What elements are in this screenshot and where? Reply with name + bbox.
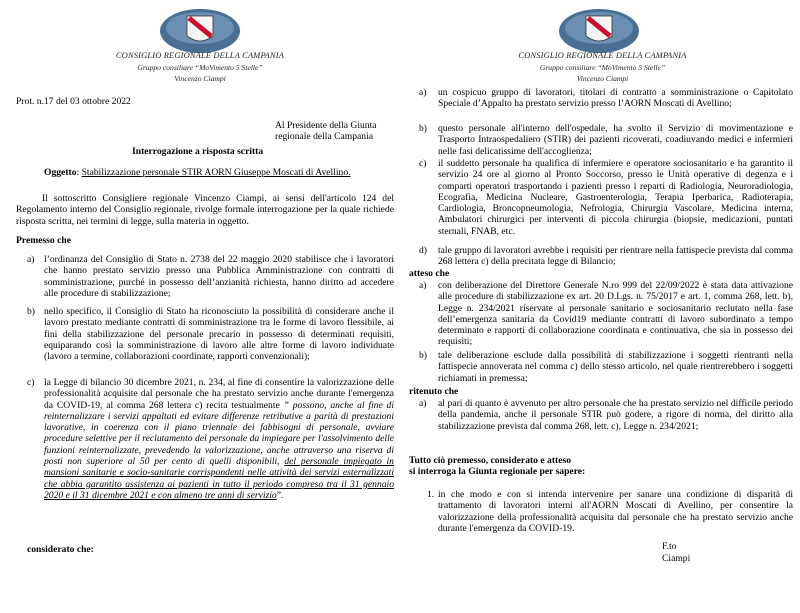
closing-line2: si interroga la Giunta regionale per sapere: bbox=[409, 466, 586, 477]
premesso-heading: Premesso che bbox=[16, 235, 71, 246]
protocol-number: Prot. n.17 del 03 ottobre 2022 bbox=[16, 96, 131, 107]
atteso-b-marker: b) bbox=[419, 350, 427, 361]
item-b-marker: b) bbox=[419, 123, 427, 134]
council-name: CONSIGLIO REGIONALE DELLA CAMPANIA bbox=[115, 51, 285, 60]
item-c-quote-underlined: del personale impiegato in mansioni sanitarie e socio-sanitarie corrispondenti nelle attività dei servizi esternalizzati che abbia garantito assistenza ai pazienti in tutto il periodo compreso tra il 31 gennaio 2020 e il 31 dicembre 2021 e con almeno tre anni di servizio bbox=[44, 456, 394, 501]
considerato-item-d: tale gruppo di lavoratori avrebbe i requisiti per rientrare nella fattispecie prevista dal comma 268 lettera c) della precitata legge di Bilancio; bbox=[438, 245, 793, 268]
signature-name: Ciampi bbox=[662, 553, 691, 564]
item-c-marker: c) bbox=[419, 158, 427, 169]
group-name: Gruppo consiliare “MoVimento 5 Stelle” bbox=[137, 63, 263, 72]
item-c-quote: ” possono, anche al fine di reinternalizzare i servizi appaltati ed evitare differenze retributive a parità di prestazioni lavorative, in coerenza con il piano triennale dei fabbisogni di personale, avviare procedure selettive per il reclutamento del personale da impiegare per l'assolvimento delle funzioni reinternalizzate, prevedendo la valorizzazione, anche attraverso una riserva di posti non superiore al 50 per cento di quelli disponibili, bbox=[44, 399, 394, 468]
item-c-quote-end: ”. bbox=[276, 489, 284, 501]
ritenuto-heading: ritenuto che bbox=[409, 386, 459, 397]
right-page bbox=[405, 0, 800, 613]
item-c-marker: c) bbox=[27, 377, 35, 388]
council-logo-icon bbox=[159, 6, 241, 56]
document-type: Interrogazione a risposta scritta bbox=[132, 146, 264, 157]
premesso-item-c bbox=[44, 377, 394, 501]
item-a-marker: a) bbox=[27, 254, 35, 265]
question-1-marker: 1. bbox=[427, 489, 435, 500]
atteso-a-marker: a) bbox=[419, 280, 427, 291]
intro-paragraph: Il sottoscritto Consigliere regionale Vincenzo Ciampi, ai sensi dell'articolo 124 del Regolamento interno del Consiglio regionale, rivolge formale interrogazione per la quale richiede risposta scritta, nei termini di legge, sulla materia in oggetto. bbox=[16, 193, 394, 227]
item-a-marker: a) bbox=[419, 87, 427, 98]
item-c-text: la Legge di bilancio 30 dicembre 2021, n. 234, al fine di consentire la valorizzazione delle professionalità acquisite dal personale che ha prestato servizio anche durante l'emergenza da COVID-19, al comma 268 lettera c) recita testualmente bbox=[44, 377, 394, 411]
atteso-item-b: tale deliberazione esclude dalla possibilità di stabilizzazione i soggetti rientranti nella fattispecie annoverata nel comma c) dello stesso articolo, nel quale rientrerebbero i soggetti richiamati in premessa; bbox=[438, 350, 793, 384]
subject-line: Oggetto: Stabilizzazione personale STIR AORN Giuseppe Moscati di Avellino. bbox=[44, 167, 351, 178]
subject-label: Oggetto bbox=[44, 167, 77, 178]
item-b-marker: b) bbox=[27, 306, 35, 317]
considerato-item-a: un cospicuo gruppo di lavoratori, titolari di contratto a somministrazione o Capitolato Speciale d’Appalto ha prestato servizio presso l’AORN Moscati di Avellino; bbox=[438, 87, 793, 110]
premesso-item-b: nello specifico, il Consiglio di Stato ha riconosciuto la possibilità di considerare anche il lavoro prestato mediante contratti di somministrazione tra le forme di lavoro flessibile, ai fini della stabilizzazione del personale precario in possesso di determinati requisiti, equiparando così la somministrazione di lavoro alle altre forme di lavoro individuate (lavoro a termine, collaborazioni coordinate, rapporti convenzionali); bbox=[44, 306, 394, 363]
council-logo-icon bbox=[558, 6, 640, 56]
recipient-line1: Al Presidente della Giunta bbox=[275, 120, 377, 131]
signature-prefix: F.to bbox=[662, 541, 677, 552]
considerato-item-c: il suddetto personale ha qualifica di infermiere e operatore sociosanitario e ha garantito il servizio 24 ore al giorno al Pronto Soccorso, presso le Unità operative di degenza e i comparti operatori trasportando i pazienti presso i reparti di Radiologia, Neuroradiologia, Ecografia, Medicina Nucleare, Gastroenterologia, Terapia Iperbarica, Radioterapia, Cardiologia, Broncopneumologia, Nefrologia, Chirurgia Vascolare, Medicina interna, Ambulatori chirurgici per interventi di piccola chirurgia (biopsie, medicazioni, puntati sternali, FNAB, etc. bbox=[438, 158, 793, 237]
considerato-heading: considerato che: bbox=[27, 544, 94, 555]
member-name: Vincenzo Ciampi bbox=[576, 74, 629, 83]
ritenuto-a-marker: a) bbox=[419, 398, 427, 409]
question-1: in che modo e con si intenda intervenire per sanare una condizione di disparità di trattamento di lavoratori interni all'AORN Moscati di Avellino, per consentire la valorizzazione della professionalità acquisita dal personale che ha prestato servizio anche durante l'emergenza da COVID-19. bbox=[438, 489, 793, 534]
member-name: Vincenzo Ciampi bbox=[174, 74, 226, 83]
item-d-marker: d) bbox=[419, 245, 427, 256]
considerato-item-b: questo personale all'interno dell'ospedale, ha svolto il Servizio di movimentazione e Trasporto Intraospedaliero (STIR) dei pazienti ricoverati, coadiuvando medici e infermieri nelle fasi delicatissime dell'accoglienza; bbox=[438, 123, 793, 157]
atteso-item-a: con deliberazione del Direttore Generale N.ro 999 del 22/09/2022 è stata data attivazione alle procedure di stabilizzazione ex art. 20 D.Lgs. n. 75/2017 e art. 1, comma 268, lett. b), Legge n. 234/2021 riservate al personale sanitario e sociosanitario reclutato nella fase dell’emergenza sanitaria da Covid19 mediante contratti di lavoro subordinato a tempo determinato e rapporti di collaborazione coordinata e continuativa, che sia in possesso dei requisiti; bbox=[438, 280, 793, 348]
atteso-heading: atteso che bbox=[409, 268, 450, 279]
premesso-item-a: l’ordinanza del Consiglio di Stato n. 2738 del 22 maggio 2020 stabilisce che i lavoratori che hanno prestato servizio presso una Pubblica Amministrazione con contratti di somministrazione, purché in possesso dell’anzianità richiesta, hanno diritto ad accedere alle procedure di stabilizzazione; bbox=[44, 254, 394, 299]
ritenuto-item-a: al pari di quanto è avvenuto per altro personale che ha prestato servizio nel difficile periodo della pandemia, anche il personale STIR può godere, a rigore di norma, del diritto alla stabilizzazione prevista dal comma 268, lett. c), Legge n. 234/2021; bbox=[438, 398, 793, 432]
council-name: CONSIGLIO REGIONALE DELLA CAMPANIA bbox=[518, 51, 687, 60]
closing-line1: Tutto ciò premesso, considerato e atteso bbox=[409, 455, 572, 466]
group-name: Gruppo consiliare “MoVimento 5 Stelle” bbox=[539, 63, 666, 72]
subject-text: Stabilizzazione personale STIR AORN Giuseppe Moscati di Avellino. bbox=[81, 167, 351, 178]
recipient-line2: regionale della Campania bbox=[275, 131, 374, 142]
